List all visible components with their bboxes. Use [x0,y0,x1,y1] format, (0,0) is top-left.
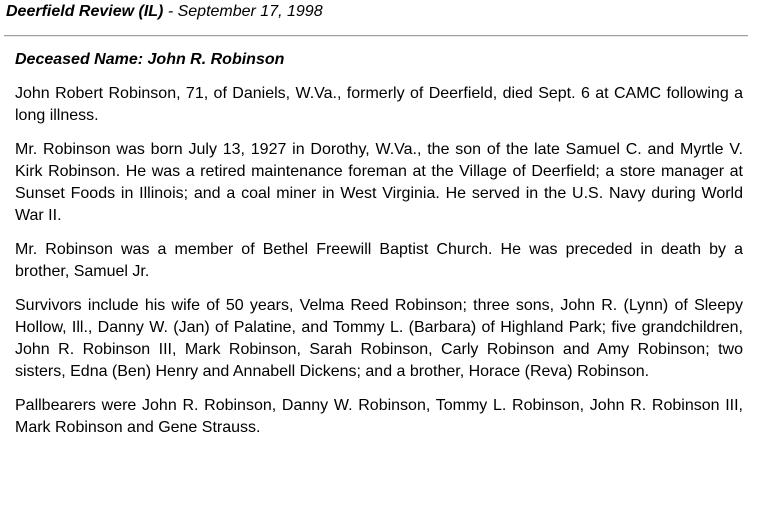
paragraph-biography: Mr. Robinson was born July 13, 1927 in Dorothy, W.Va., the son of the late Samuel C. and Myrtle V. Kirk Robinson. He was a retired maintenance foreman at the Village of Deerfield; a store manager at Sunset Foods in Illinois; and a coal miner in West Virginia. He served in the U.S. Navy during World War II. [15,141,743,224]
publication-name: Deerfield Review (IL) [6,3,164,20]
obituary-article [15,49,743,451]
paragraph-pallbearers: Pallbearers were John R. Robinson, Danny W. Robinson, Tommy L. Robinson, John R. Robinson III, Mark Robinson and Gene Strauss. [15,397,743,436]
header-separator: - [163,3,178,20]
header-divider [4,35,748,37]
paragraph-death-notice: John Robert Robinson, 71, of Daniels, W.Va., formerly of Deerfield, died Sept. 6 at CAMC following a long illness. [15,85,743,124]
page-header [6,3,323,21]
paragraph-church: Mr. Robinson was a member of Bethel Freewill Baptist Church. He was preceded in death by a brother, Samuel Jr. [15,241,743,280]
publication-date: September 17, 1998 [177,3,323,20]
deceased-name-heading: Deceased Name: John R. Robinson [15,51,285,68]
paragraph-survivors: Survivors include his wife of 50 years, Velma Reed Robinson; three sons, John R. (Lynn) of Sleepy Hollow, Ill., Danny W. (Jan) of Palatine, and Tommy L. (Barbara) of Highland Park; five grandchildren, John R. Robinson III, Mark Robinson, Sarah Robinson, Carly Robinson and Amy Robinson; two sisters, Edna (Ben) Henry and Annabell Dickens; and a brother, Horace (Reva) Robinson. [15,297,743,380]
